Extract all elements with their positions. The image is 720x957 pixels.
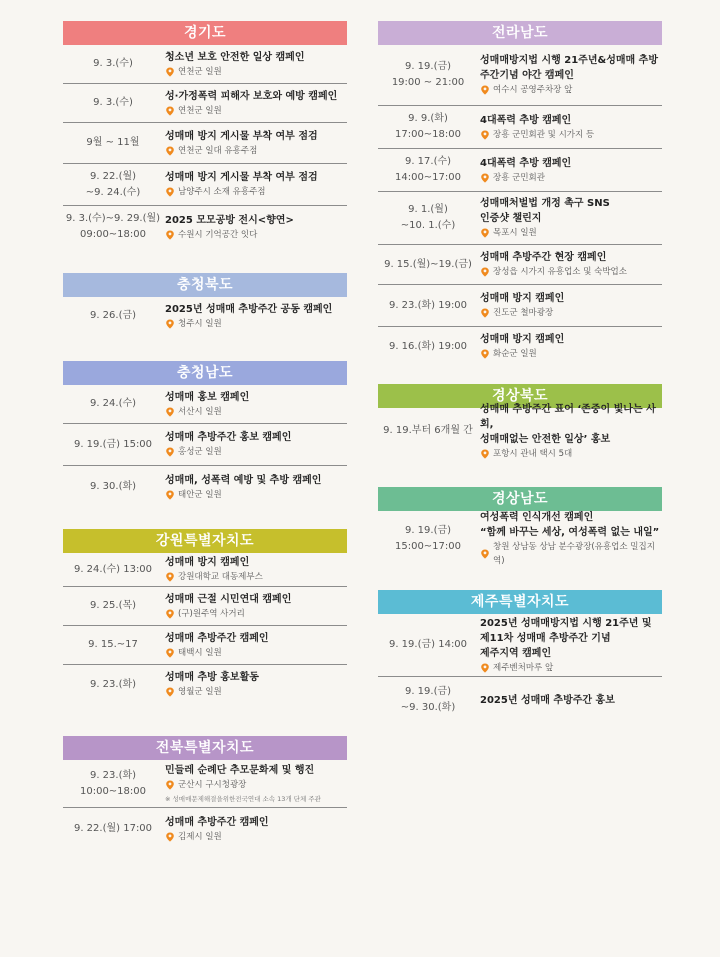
- event-row: [378, 245, 662, 285]
- event-location: 목포시 일원: [480, 226, 660, 240]
- event-location: 화순군 일원: [480, 347, 660, 361]
- event-location: 남양주시 소재 유흥주점: [165, 185, 345, 199]
- region-header: 전라남도: [378, 21, 662, 45]
- event-date: 9. 19.(금) 15:00: [73, 438, 153, 450]
- event-note: ※ 성매매문제해결을위한전국연대 소속 13개 단체 주관: [165, 794, 321, 803]
- event-date: 9월 ~ 11월: [86, 137, 140, 148]
- event-date: 9. 19.(금) ~9. 30.(화): [400, 686, 456, 713]
- event-date: 9. 15.(월)~19.(금): [384, 258, 472, 270]
- location-pin-icon: [480, 85, 490, 95]
- location-pin-icon: [165, 572, 175, 582]
- event-title: 성·가정폭력 피해자 보호와 예방 캠페인: [165, 90, 338, 102]
- event-info: [478, 693, 662, 708]
- event-info: [478, 291, 662, 320]
- event-location: 홍성군 일원: [165, 445, 345, 459]
- event-title: 청소년 보호 안전한 일상 캠페인: [165, 51, 305, 63]
- event-location: 군산시 구시청광장: [165, 778, 345, 792]
- event-info: [163, 430, 347, 459]
- region-section: [378, 487, 662, 567]
- event-location: 여수시 공영주차장 앞: [480, 83, 660, 97]
- region-header: 강원특별자치도: [63, 529, 347, 553]
- event-date: 9. 3.(수): [93, 58, 133, 69]
- event-title: 성매매, 성폭력 예방 및 추방 캠페인: [165, 474, 322, 486]
- event-title: 성매매 방지 캠페인: [480, 293, 565, 304]
- location-pin-icon: [480, 308, 490, 318]
- location-pin-icon: [480, 267, 490, 277]
- event-location: 김제시 일원: [165, 830, 345, 844]
- region-header: 제주특별자치도: [378, 590, 662, 614]
- event-title: 성매매처벌법 개정 촉구 SNS 인증샷 챌린지: [480, 198, 610, 224]
- location-pin-icon: [165, 67, 175, 77]
- event-date: 9. 16.(화) 19:00: [388, 340, 468, 352]
- event-info: [163, 170, 347, 199]
- event-info: [478, 196, 662, 240]
- event-info: [478, 113, 662, 142]
- event-info: [163, 50, 347, 79]
- event-location: (구)원주역 사거리: [165, 607, 345, 621]
- event-row: [63, 553, 347, 587]
- event-location: 장흥 군민회관: [480, 171, 660, 185]
- event-date: 9. 30.(화): [89, 481, 137, 492]
- region-section: [63, 361, 347, 508]
- region-section: [63, 273, 347, 335]
- location-pin-icon: [480, 663, 490, 673]
- event-row: [378, 327, 662, 366]
- location-pin-icon: [165, 187, 175, 197]
- region-header: 경기도: [63, 21, 347, 45]
- event-row: [63, 206, 347, 248]
- location-pin-icon: [165, 106, 175, 116]
- event-row: [378, 45, 662, 106]
- event-date: 9. 24.(수) 13:00: [73, 563, 153, 575]
- event-title: 민들레 순례단 추모문화제 및 행진: [165, 764, 315, 776]
- event-row: [378, 192, 662, 245]
- region-header: 충청남도: [63, 361, 347, 385]
- event-location: 창원 상남동 상남 분수광장(유흥업소 밀집지역): [480, 540, 660, 568]
- event-date: 9. 19.(금) 19:00 ~ 21:00: [391, 61, 465, 88]
- event-date: 9. 25.(목): [89, 600, 137, 611]
- event-info: [478, 402, 662, 461]
- event-date: 9. 23.(화): [89, 678, 137, 690]
- region-section: [378, 590, 662, 723]
- event-info: [478, 250, 662, 279]
- event-info: [478, 616, 662, 675]
- event-title: 여성폭력 인식개선 캠페인 “함께 바꾸는 세상, 여성폭력 없는 내일”: [480, 512, 660, 538]
- event-title: 성매매방지법 시행 21주년&성매매 추방 주간기념 야간 캠페인: [480, 55, 658, 81]
- event-info: [478, 53, 662, 97]
- event-location: 강원대학교 대동제부스: [165, 570, 345, 584]
- event-title: 성매매 방지 게시물 부착 여부 점검: [165, 172, 318, 183]
- event-location: 수원시 기억공간 잇다: [165, 228, 345, 242]
- region-section: [378, 384, 662, 459]
- event-row: [378, 511, 662, 567]
- event-location: 영월군 일원: [165, 685, 345, 699]
- location-pin-icon: [165, 146, 175, 156]
- event-title: 성매매 추방주간 홍보 캠페인: [165, 432, 292, 443]
- event-info: [163, 670, 347, 699]
- event-row: [63, 385, 347, 424]
- event-location: 연천군 일원: [165, 65, 345, 79]
- event-date: 9. 15.~17: [88, 639, 138, 650]
- region-header: 경상북도: [378, 384, 662, 408]
- event-date: 9. 22.(월) ~9. 24.(수): [85, 170, 141, 198]
- event-info: [478, 510, 662, 568]
- event-title: 성매매 방지 캠페인: [480, 334, 565, 345]
- location-pin-icon: [165, 319, 175, 329]
- event-title: 2025 모모공방 전시<향연>: [165, 214, 294, 226]
- event-row: [378, 106, 662, 149]
- event-title: 성매매 추방주간 현장 캠페인: [480, 252, 607, 263]
- event-info: [163, 763, 347, 805]
- event-row: [63, 760, 347, 808]
- event-date: 9. 19.(금) 15:00~17:00: [394, 525, 461, 552]
- region-header: 경상남도: [378, 487, 662, 511]
- event-location: 청주시 일원: [165, 317, 345, 331]
- location-pin-icon: [165, 407, 175, 417]
- event-date: 9. 17.(수) 14:00~17:00: [394, 156, 461, 183]
- location-pin-icon: [165, 490, 175, 500]
- event-title: 성매매 추방주간 표어 ‘존중이 빛나는 사회, 성매매없는 안전한 일상’ 홍보: [480, 403, 656, 445]
- location-pin-icon: [165, 832, 175, 842]
- event-title: 성매매 추방 홍보활동: [165, 672, 259, 683]
- location-pin-icon: [165, 230, 175, 240]
- event-location: 제주벤처마루 앞: [480, 661, 660, 675]
- event-location: 포항시 관내 택시 5대: [480, 447, 660, 461]
- event-row: [63, 626, 347, 665]
- event-date: 9. 24.(수): [89, 398, 137, 409]
- event-location: 연천군 일대 유흥주점: [165, 144, 345, 158]
- event-title: 성매매 근절 시민연대 캠페인: [165, 593, 292, 605]
- region-section: [63, 21, 347, 248]
- event-row: [63, 84, 347, 123]
- event-info: [478, 332, 662, 361]
- event-row: [378, 677, 662, 723]
- event-title: 2025년 성매매방지법 시행 21주년 및 제11차 성매매 추방주간 기념 제주지역 캠페인: [480, 617, 652, 659]
- event-info: [163, 129, 347, 158]
- region-header: 충청북도: [63, 273, 347, 297]
- event-location: 진도군 철마광장: [480, 306, 660, 320]
- event-row: [63, 808, 347, 850]
- event-info: [163, 631, 347, 660]
- event-info: [478, 156, 662, 185]
- location-pin-icon: [165, 687, 175, 697]
- event-date: 9. 26.(금): [89, 310, 137, 321]
- event-row: [63, 164, 347, 206]
- event-info: [163, 302, 347, 331]
- region-section: [378, 21, 662, 366]
- location-pin-icon: [165, 447, 175, 457]
- region-header: 전북특별자치도: [63, 736, 347, 760]
- event-date: 9. 3.(수): [93, 97, 133, 108]
- region-section: [63, 529, 347, 704]
- event-date: 9. 3.(수)~9. 29.(월) 09:00~18:00: [65, 213, 161, 240]
- event-date: 9. 1.(월) ~10. 1.(수): [400, 204, 456, 231]
- event-row: [378, 403, 662, 459]
- event-info: [163, 815, 347, 844]
- event-location: 연천군 일원: [165, 104, 345, 118]
- event-location: 장성읍 시가지 유흥업소 및 숙박업소: [480, 265, 660, 279]
- event-title: 성매매 방지 캠페인: [165, 557, 250, 568]
- location-pin-icon: [165, 648, 175, 658]
- location-pin-icon: [480, 228, 490, 238]
- event-info: [163, 390, 347, 419]
- event-info: [163, 473, 347, 502]
- event-row: [63, 587, 347, 626]
- event-info: [163, 213, 347, 242]
- event-date: 9. 19.부터 6개월 간: [383, 425, 473, 436]
- location-pin-icon: [165, 609, 175, 619]
- event-info: [163, 89, 347, 118]
- event-location: 장흥 군민회관 및 시가지 등: [480, 128, 660, 142]
- event-title: 2025년 성매매 추방주간 홍보: [480, 694, 615, 706]
- event-row: [63, 45, 347, 84]
- event-info: [163, 555, 347, 584]
- location-pin-icon: [480, 349, 490, 359]
- event-row: [63, 665, 347, 704]
- location-pin-icon: [480, 549, 490, 559]
- location-pin-icon: [480, 130, 490, 140]
- event-location: 태안군 일원: [165, 488, 345, 502]
- event-row: [378, 614, 662, 677]
- event-row: [63, 424, 347, 466]
- event-row: [378, 149, 662, 192]
- event-title: 성매매 추방주간 캠페인: [165, 816, 269, 828]
- event-title: 4대폭력 추방 캠페인: [480, 157, 572, 169]
- event-title: 4대폭력 추방 캠페인: [480, 114, 572, 126]
- event-row: [63, 297, 347, 335]
- event-title: 성매매 방지 게시물 부착 여부 점검: [165, 130, 318, 142]
- event-date: 9. 19.(금) 14:00: [388, 639, 468, 650]
- event-row: [63, 466, 347, 508]
- event-info: [163, 592, 347, 621]
- region-section: [63, 736, 347, 850]
- location-pin-icon: [165, 780, 175, 790]
- location-pin-icon: [480, 173, 490, 183]
- event-date: 9. 23.(화) 19:00: [388, 299, 468, 311]
- event-title: 2025년 성매매 추방주간 공동 캠페인: [165, 303, 333, 315]
- event-title: 성매매 홍보 캠페인: [165, 391, 250, 403]
- event-location: 서산시 일원: [165, 405, 345, 419]
- event-location: 태백시 일원: [165, 646, 345, 660]
- location-pin-icon: [480, 449, 490, 459]
- event-date: 9. 9.(화) 17:00~18:00: [394, 113, 461, 140]
- event-row: [63, 123, 347, 164]
- event-title: 성매매 추방주간 캠페인: [165, 632, 269, 644]
- event-date: 9. 23.(화) 10:00~18:00: [79, 769, 146, 797]
- event-row: [378, 285, 662, 327]
- event-date: 9. 22.(월) 17:00: [73, 823, 153, 834]
